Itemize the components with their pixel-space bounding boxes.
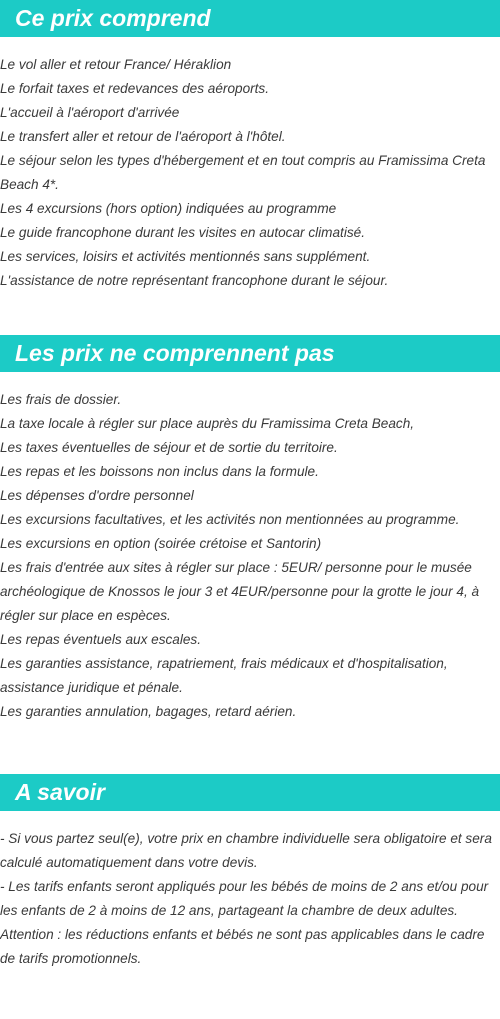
list-item: Le vol aller et retour France/ Héraklion: [0, 57, 232, 72]
section-title: A savoir: [0, 774, 500, 811]
section-price-includes: [0, 0, 500, 293]
list-item: L'assistance de notre représentant francophone durant le séjour.: [0, 273, 389, 288]
list-item: Les garanties annulation, bagages, retard aérien.: [0, 704, 297, 719]
section-title: Les prix ne comprennent pas: [0, 335, 500, 372]
list-item: Le transfert aller et retour de l'aéroport à l'hôtel.: [0, 129, 286, 144]
list-item: Les garanties assistance, rapatriement, frais médicaux et d'hospitalisation, assistance juridique et pénale.: [0, 656, 448, 695]
list-item: Les services, loisirs et activités mentionnés sans supplément.: [0, 249, 371, 264]
info-list: [0, 811, 500, 971]
list-item: Les excursions facultatives, et les activités non mentionnées au programme.: [0, 512, 460, 527]
list-item: Les repas et les boissons non inclus dans la formule.: [0, 464, 319, 479]
list-item: Attention : les réductions enfants et bébés ne sont pas applicables dans le cadre de tarifs promotionnels.: [0, 927, 485, 966]
list-item: Les 4 excursions (hors option) indiquées au programme: [0, 201, 337, 216]
list-item: La taxe locale à régler sur place auprès du Framissima Creta Beach,: [0, 416, 415, 431]
list-item: Les repas éventuels aux escales.: [0, 632, 202, 647]
list-item: Les dépenses d'ordre personnel: [0, 488, 194, 503]
list-item: Les excursions en option (soirée crétoise et Santorin): [0, 536, 322, 551]
list-item: Le guide francophone durant les visites en autocar climatisé.: [0, 225, 365, 240]
section-price-excludes: [0, 335, 500, 724]
section-title: Ce prix comprend: [0, 0, 500, 37]
list-item: Le forfait taxes et redevances des aéroports.: [0, 81, 270, 96]
section-good-to-know: [0, 774, 500, 971]
excluded-list: [0, 372, 500, 724]
list-item: Les taxes éventuelles de séjour et de sortie du territoire.: [0, 440, 338, 455]
list-item: Les frais d'entrée aux sites à régler sur place : 5EUR/ personne pour le musée archéologique de Knossos le jour 3 et 4EUR/personne pour la grotte le jour 4, à régler sur place en espèces.: [0, 560, 480, 623]
list-item: - Si vous partez seul(e), votre prix en chambre individuelle sera obligatoire et sera calculé automatiquement dans votre devis.: [0, 831, 492, 870]
list-item: - Les tarifs enfants seront appliqués pour les bébés de moins de 2 ans et/ou pour les enfants de 2 à moins de 12 ans, partageant la chambre de deux adultes.: [0, 879, 489, 918]
included-list: [0, 37, 500, 293]
list-item: L'accueil à l'aéroport d'arrivée: [0, 105, 180, 120]
list-item: Le séjour selon les types d'hébergement et en tout compris au Framissima Creta Beach 4*.: [0, 153, 486, 192]
list-item: Les frais de dossier.: [0, 392, 122, 407]
